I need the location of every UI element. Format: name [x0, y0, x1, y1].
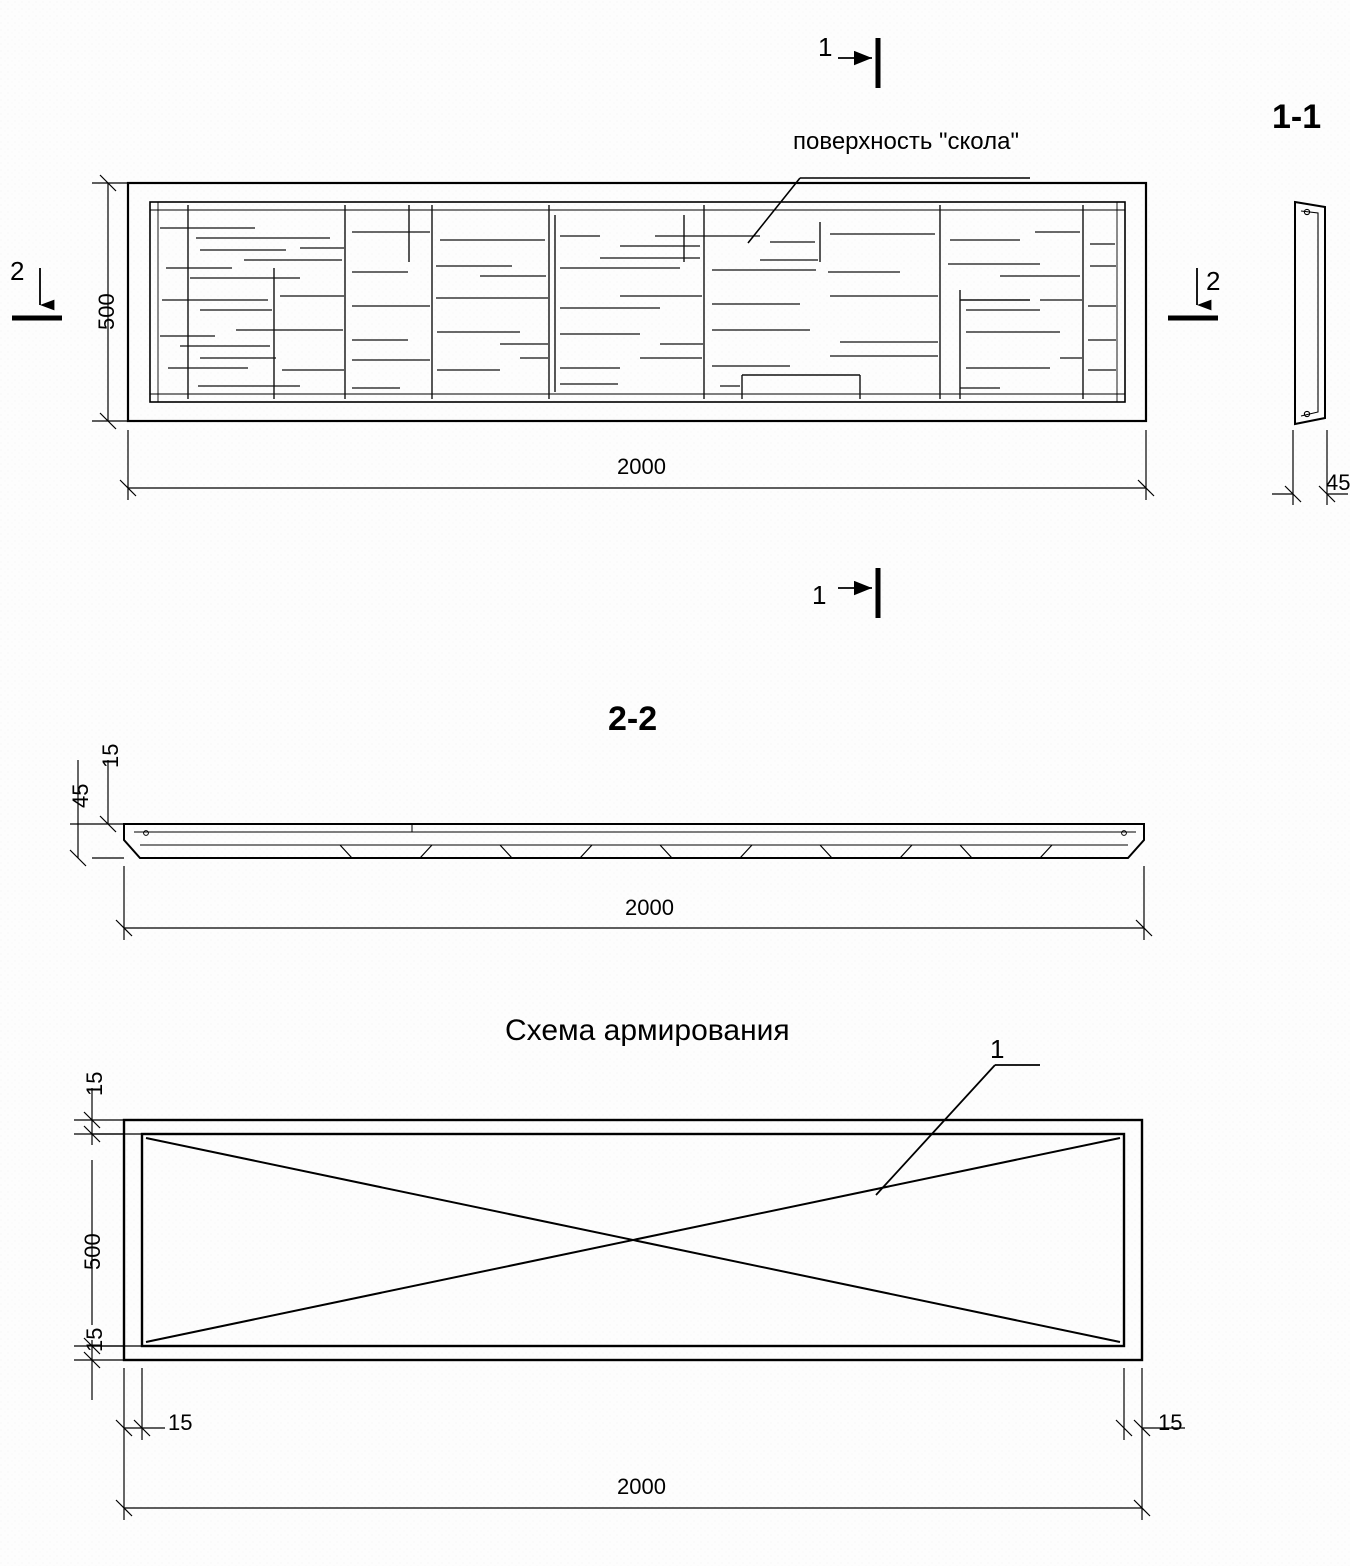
dim-rebar-cover-left-15: 15: [168, 1410, 193, 1435]
dim-plan-length-2000: 2000: [617, 454, 666, 479]
dim-rebar-width-500: 500: [80, 1233, 105, 1270]
section-mark-1-top: 1: [818, 32, 833, 62]
dim-rebar-length-2000: 2000: [617, 1474, 666, 1499]
section-mark-2-left: 2: [10, 256, 25, 286]
reinforcement-scheme-title: Схема армирования: [505, 1014, 790, 1047]
dim-2-2-t45: 45: [68, 783, 93, 808]
view-label-2-2: 2-2: [608, 700, 658, 738]
section-mark-2-right: 2: [1206, 266, 1221, 296]
spall-surface-note: поверхность "скола": [793, 128, 1019, 155]
view-label-1-1: 1-1: [1272, 98, 1322, 136]
dim-2-2-t15: 15: [98, 743, 123, 768]
dim-rebar-cover-right-15: 15: [1158, 1410, 1183, 1435]
rebar-position-1: 1: [990, 1034, 1005, 1064]
dim-rebar-cover-top-15: 15: [82, 1071, 107, 1096]
section-mark-1-bottom: 1: [812, 580, 827, 610]
dim-rebar-cover-bottom-15: 15: [82, 1327, 107, 1352]
dim-thickness-45: 45: [1326, 470, 1350, 495]
dim-2-2-length-2000: 2000: [625, 895, 674, 920]
dim-plan-width-500: 500: [94, 293, 119, 330]
